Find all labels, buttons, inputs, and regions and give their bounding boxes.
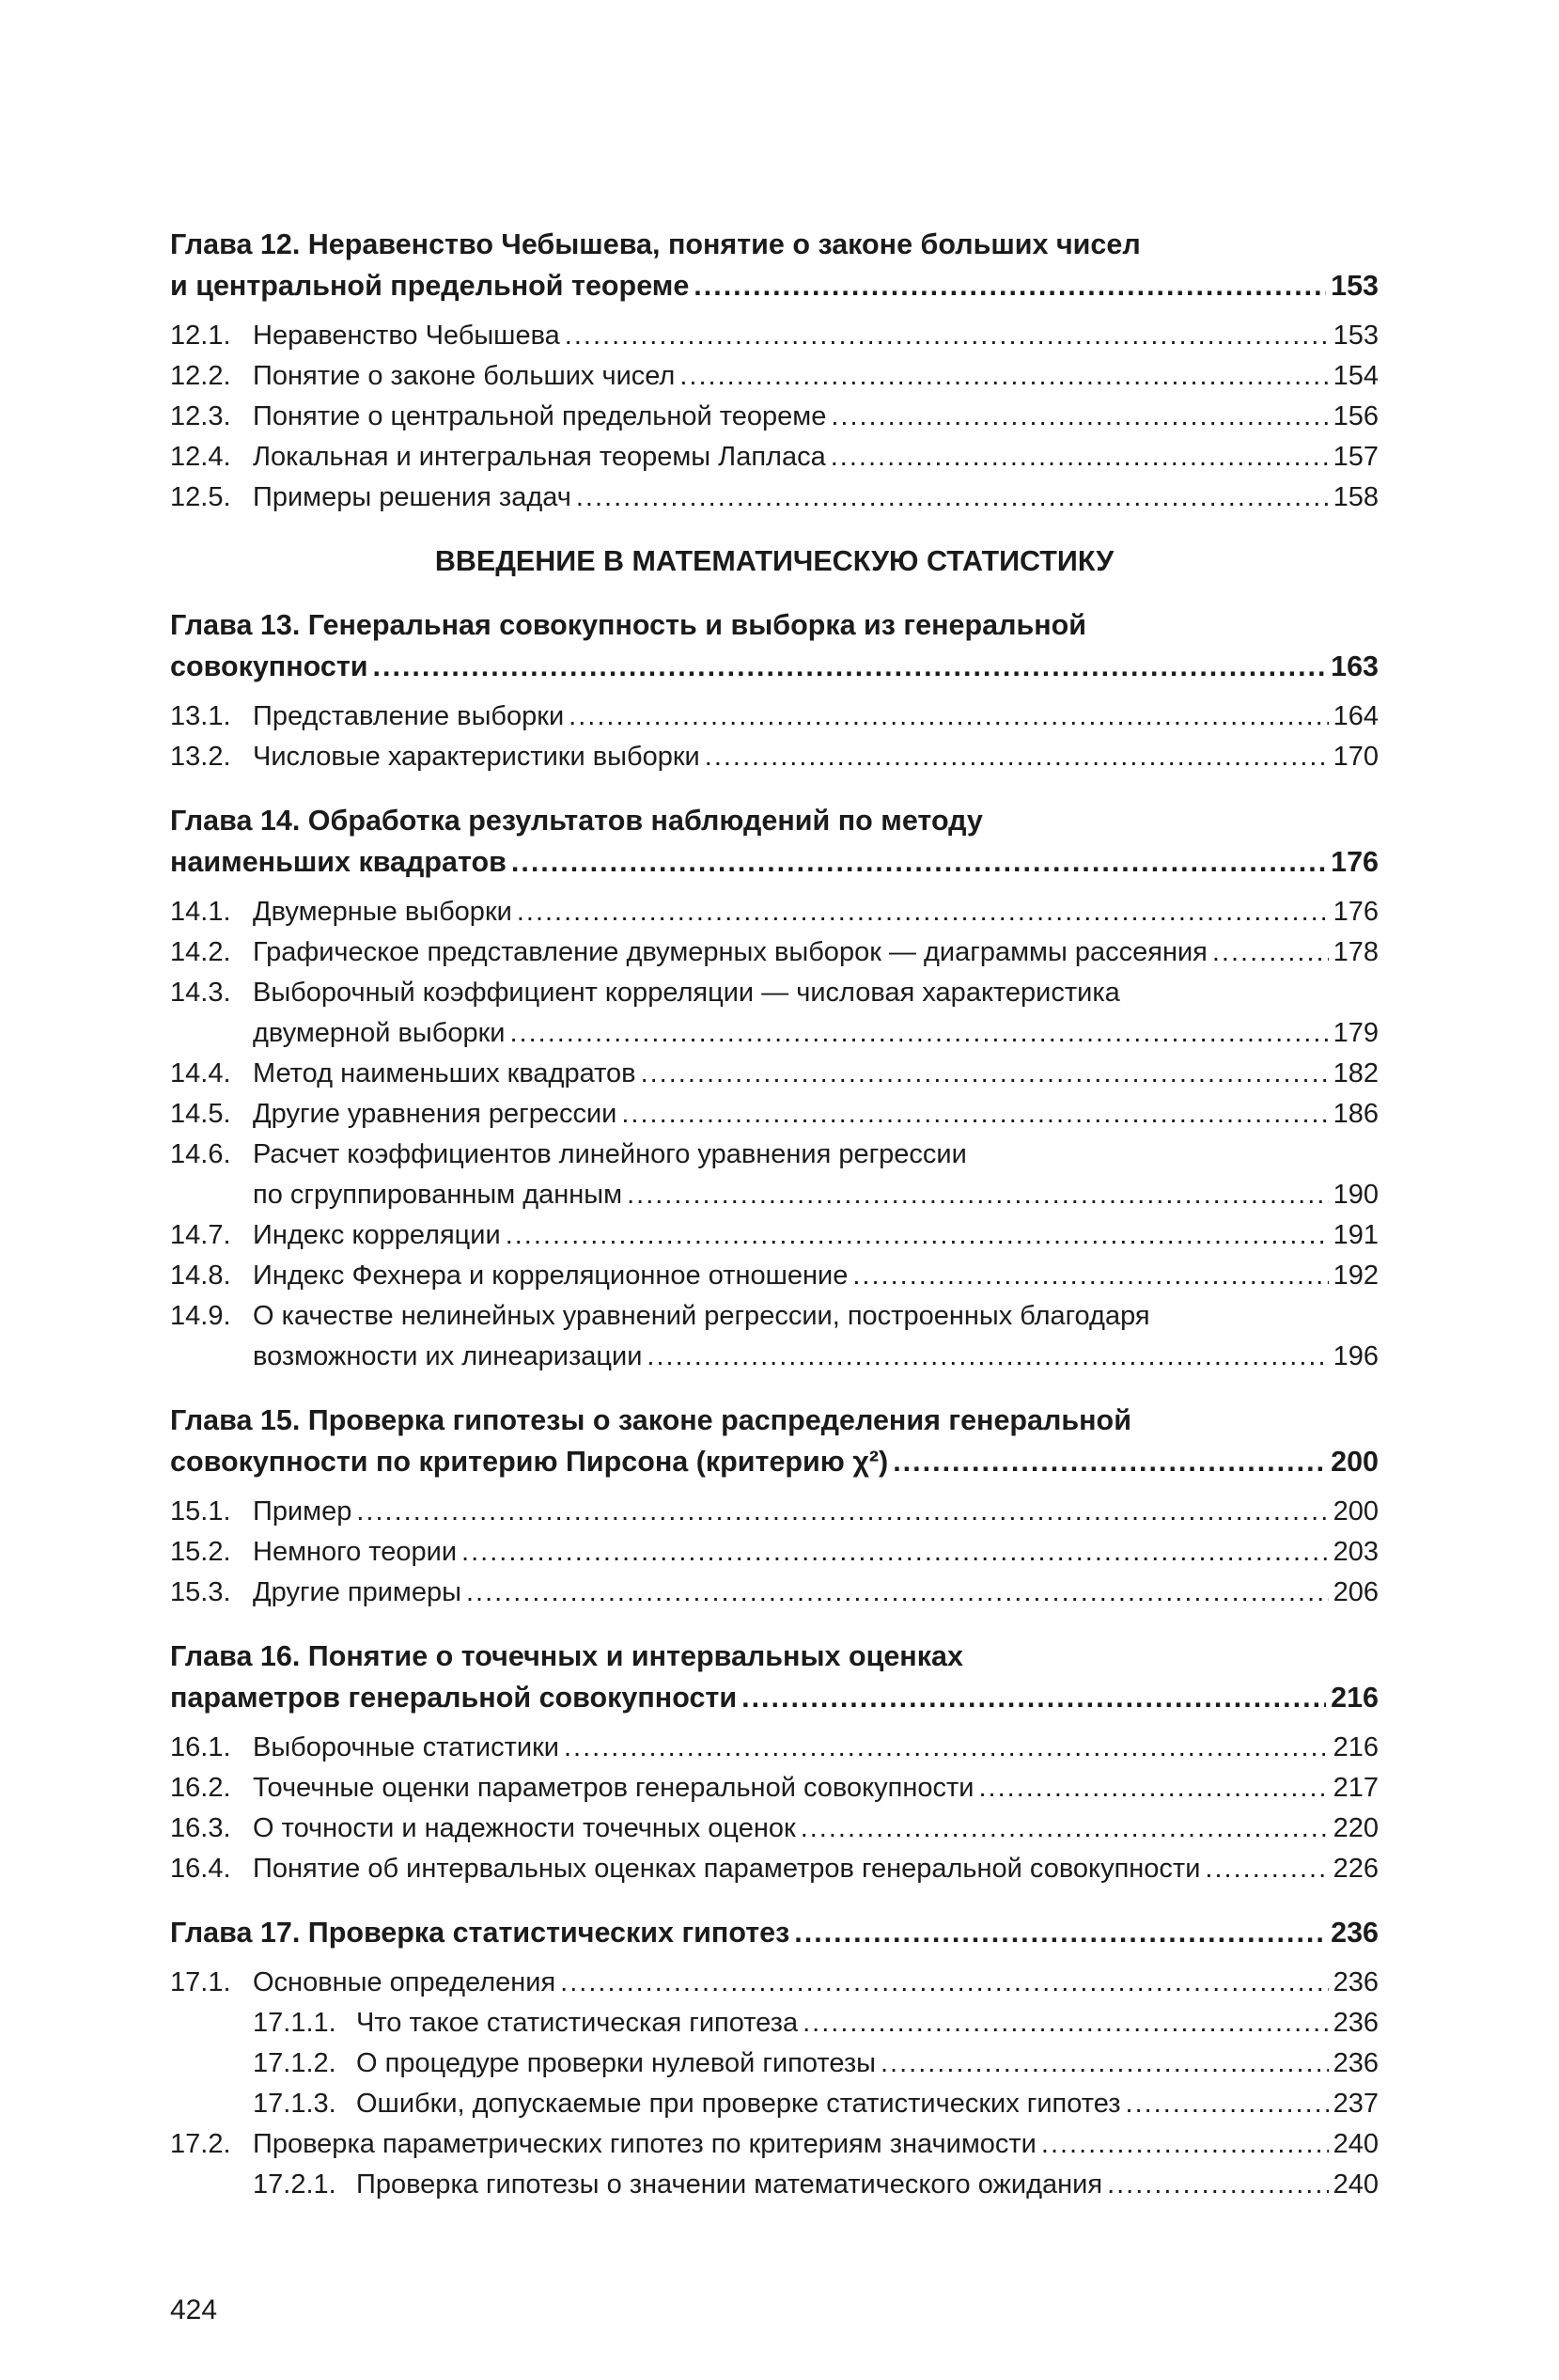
entry-number: 17.1. [170, 1967, 231, 1997]
chapter-heading-line: Глава 12. Неравенство Чебышева, понятие о законе больших чисел [170, 228, 1141, 260]
entry-last-line [253, 697, 1379, 737]
chapter-block [170, 604, 1379, 777]
entry-page-number: 236 [1333, 2048, 1379, 2078]
entry-last-line [253, 932, 1379, 973]
chapter-heading-last-line [170, 841, 1379, 883]
entry-last-line [253, 1215, 1379, 1256]
entry-number: 17.1.3. [253, 2089, 336, 2119]
part-heading: ВВЕДЕНИЕ В МАТЕМАТИЧЕСКУЮ СТАТИСТИКУ [434, 545, 1115, 577]
entry-number: 15.1. [170, 1496, 231, 1527]
chapter-page-number: 236 [1331, 1917, 1379, 1949]
entry-number: 14.1. [170, 897, 231, 927]
toc-entry [170, 973, 1379, 1054]
toc-entry [170, 1768, 1379, 1808]
entry-last-line [253, 1175, 1379, 1215]
entry-title-line: Другие примеры [253, 1577, 461, 1607]
entry-title-line: Метод наименьших квадратов [253, 1058, 636, 1088]
toc-entry [170, 1532, 1379, 1573]
entry-title-line: Пример [253, 1496, 352, 1527]
entry-number: 17.2. [170, 2129, 231, 2159]
toc-entry [170, 1094, 1379, 1135]
chapter-heading-last-line [170, 1677, 1379, 1718]
entry-title-line: Двумерные выборки [253, 897, 512, 927]
leader-dots [627, 1175, 1329, 1215]
toc-entry [170, 1296, 1379, 1377]
toc-entry [170, 1054, 1379, 1094]
entry-number: 12.2. [170, 361, 231, 391]
entry-title-line: Точечные оценки параметров генеральной совокупности [253, 1773, 974, 1803]
leader-dots [1041, 2124, 1329, 2165]
entry-title-line: Другие уравнения регрессии [253, 1099, 617, 1129]
entry-title-line: Выборочные статистики [253, 1732, 559, 1762]
entry-number: 14.5. [170, 1099, 231, 1129]
entry-title-line: Что такое статистическая гипотеза [356, 2008, 799, 2038]
entry-last-line [253, 1849, 1379, 1889]
leader-dots [881, 2043, 1329, 2084]
entry-title-line: О качестве нелинейных уравнений регрессии, построенных благодаря [253, 1301, 1150, 1331]
chapter-heading-line: Глава 16. Понятие о точечных и интервальных оценках [170, 1640, 963, 1672]
entry-number: 12.4. [170, 442, 231, 472]
leader-dots [705, 737, 1329, 777]
toc-entry [170, 478, 1379, 518]
chapter-heading-line: наименьших квадратов [170, 846, 507, 878]
entry-last-line [253, 1094, 1379, 1135]
toc-entry [170, 1573, 1379, 1613]
chapter-block [170, 800, 1379, 1377]
entry-page-number: 217 [1333, 1773, 1379, 1803]
toc-entry [170, 1492, 1379, 1532]
entry-page-number: 240 [1333, 2169, 1379, 2200]
entry-number: 17.2.1. [253, 2169, 336, 2200]
leader-dots [565, 316, 1329, 356]
entry-title-line: двумерной выборки [253, 1018, 506, 1048]
entry-last-line [253, 1054, 1379, 1094]
chapter-block [170, 1400, 1379, 1613]
chapter-block [170, 224, 1379, 518]
entry-last-line [253, 1013, 1379, 1054]
toc-entry [170, 1215, 1379, 1256]
entry-number: 13.2. [170, 742, 231, 772]
chapter-heading [170, 1912, 1379, 1953]
entry-number: 14.6. [170, 1139, 231, 1169]
entry-title-line: Проверка параметрических гипотез по критериям значимости [253, 2129, 1037, 2159]
leader-dots [356, 1492, 1328, 1532]
toc-entry [170, 1256, 1379, 1296]
leader-dots [461, 1532, 1329, 1573]
entry-last-line [356, 2165, 1379, 2205]
entry-last-line [253, 1808, 1379, 1849]
entry-title-line: Понятие о центральной предельной теореме [253, 401, 827, 431]
toc-entry [170, 892, 1379, 932]
entry-last-line [253, 437, 1379, 478]
entry-page-number: 196 [1333, 1341, 1379, 1371]
entry-title-line: по сгруппированным данным [253, 1180, 623, 1210]
leader-dots [564, 1728, 1329, 1768]
entry-last-line [253, 1768, 1379, 1808]
leader-dots [511, 841, 1326, 883]
entry-number: 14.8. [170, 1260, 231, 1291]
entry-title-line: Локальная и интегральная теоремы Лапласа [253, 442, 826, 472]
entry-number: 14.7. [170, 1220, 231, 1250]
entry-last-line [253, 316, 1379, 356]
entry-title-line: Немного теории [253, 1537, 458, 1567]
entry-page-number: 203 [1333, 1537, 1379, 1567]
leader-dots [694, 265, 1326, 306]
entry-last-line [253, 356, 1379, 397]
entry-last-line [253, 1532, 1379, 1573]
entry-last-line [253, 478, 1379, 518]
entry-page-number: 190 [1333, 1180, 1379, 1210]
chapter-heading-line: Глава 13. Генеральная совокупность и выборка из генеральной [170, 609, 1087, 641]
chapter-heading [170, 1400, 1379, 1482]
chapter-page-number: 176 [1331, 846, 1379, 878]
table-of-contents [170, 224, 1379, 2205]
chapter-heading-line: совокупности [170, 650, 368, 682]
entry-title-line: Примеры решения задач [253, 482, 571, 512]
entry-number: 16.2. [170, 1773, 231, 1803]
toc-entry [170, 697, 1379, 737]
entry-page-number: 191 [1333, 1220, 1379, 1250]
toc-entry [170, 2084, 1379, 2124]
leader-dots [794, 1912, 1326, 1953]
entry-number: 14.3. [170, 978, 231, 1008]
entry-number: 16.1. [170, 1732, 231, 1762]
chapter-heading-last-line [170, 646, 1379, 687]
entry-page-number: 154 [1333, 361, 1379, 391]
toc-entry [170, 1728, 1379, 1768]
entry-title-line: О точности и надежности точечных оценок [253, 1813, 796, 1843]
entry-page-number: 186 [1333, 1099, 1379, 1129]
entry-title-line: Индекс корреляции [253, 1220, 501, 1250]
chapter-page-number: 200 [1331, 1446, 1379, 1478]
entry-number: 13.1. [170, 701, 231, 731]
entry-number: 14.9. [170, 1301, 231, 1331]
entry-page-number: 216 [1333, 1732, 1379, 1762]
toc-entry [170, 356, 1379, 397]
entry-page-number: 226 [1333, 1854, 1379, 1884]
entry-page-number: 156 [1333, 401, 1379, 431]
toc-entry [170, 1808, 1379, 1849]
entry-number: 12.3. [170, 401, 231, 431]
entry-title-line: Понятие о законе больших чисел [253, 361, 676, 391]
leader-dots [803, 2003, 1329, 2043]
entry-page-number: 176 [1333, 897, 1379, 927]
entry-title-line: Расчет коэффициентов линейного уравнения регрессии [253, 1139, 967, 1169]
chapter-heading [170, 604, 1379, 687]
toc-entry [170, 2003, 1379, 2043]
entry-title-line: Представление выборки [253, 701, 565, 731]
leader-dots [741, 1677, 1326, 1718]
toc-entry [170, 397, 1379, 437]
toc-entry [170, 2043, 1379, 2084]
entry-page-number: 237 [1333, 2089, 1379, 2119]
entry-last-line [253, 737, 1379, 777]
chapter-heading-last-line [170, 1441, 1379, 1482]
entry-last-line [356, 2003, 1379, 2043]
entry-title-line: О процедуре проверки нулевой гипотезы [356, 2048, 876, 2078]
entry-number: 15.3. [170, 1577, 231, 1607]
leader-dots [621, 1094, 1328, 1135]
leader-dots [560, 1963, 1328, 2003]
entry-page-number: 240 [1333, 2129, 1379, 2159]
chapter-heading-line: совокупности по критерию Пирсона (критерию χ²) [170, 1446, 889, 1478]
entry-last-line [356, 2043, 1379, 2084]
leader-dots [978, 1768, 1328, 1808]
leader-dots [576, 478, 1329, 518]
entry-number: 15.2. [170, 1537, 231, 1567]
entry-title-line: Графическое представление двумерных выборок — диаграммы рассеяния [253, 937, 1208, 967]
chapter-heading-last-line [170, 1912, 1379, 1953]
toc-entry [170, 737, 1379, 777]
entry-number: 16.4. [170, 1854, 231, 1884]
entry-title-line: Неравенство Чебышева [253, 321, 560, 351]
leader-dots [801, 1808, 1329, 1849]
entry-number: 17.1.1. [253, 2008, 336, 2038]
leader-dots [831, 397, 1328, 437]
chapter-heading-line: Глава 14. Обработка результатов наблюдений по методу [170, 805, 983, 837]
entry-last-line [253, 1256, 1379, 1296]
toc-entry [170, 2165, 1379, 2205]
toc-entry [170, 932, 1379, 973]
leader-dots [517, 892, 1329, 932]
chapter-heading-line: Глава 15. Проверка гипотезы о законе распределения генеральной [170, 1404, 1131, 1436]
chapter-block [170, 1912, 1379, 2205]
leader-dots [466, 1573, 1329, 1613]
toc-entry [170, 437, 1379, 478]
chapter-heading [170, 224, 1379, 306]
chapter-page-number: 216 [1331, 1682, 1379, 1714]
entry-title-line: Выборочный коэффициент корреляции — числовая характеристика [253, 978, 1120, 1008]
entry-page-number: 220 [1333, 1813, 1379, 1843]
entry-number: 16.3. [170, 1813, 231, 1843]
entry-page-number: 170 [1333, 742, 1379, 772]
chapter-heading [170, 800, 1379, 883]
chapter-page-number: 163 [1331, 650, 1379, 682]
entry-title-line: Ошибки, допускаемые при проверке статистических гипотез [356, 2089, 1121, 2119]
entry-page-number: 179 [1333, 1018, 1379, 1048]
entry-number: 14.2. [170, 937, 231, 967]
toc-entry [170, 1849, 1379, 1889]
entry-title-line: Индекс Фехнера и корреляционное отношение [253, 1260, 849, 1291]
entry-last-line [253, 397, 1379, 437]
entry-last-line [253, 892, 1379, 932]
leader-dots [831, 437, 1329, 478]
entry-page-number: 236 [1333, 1967, 1379, 1997]
entry-title-line: Числовые характеристики выборки [253, 742, 700, 772]
entry-number: 12.1. [170, 321, 231, 351]
footer-page-number: 424 [170, 2294, 218, 2325]
entry-last-line [253, 1728, 1379, 1768]
leader-dots [852, 1256, 1328, 1296]
entry-last-line [253, 2124, 1379, 2165]
entry-page-number: 206 [1333, 1577, 1379, 1607]
leader-dots [641, 1054, 1329, 1094]
chapter-page-number: 153 [1331, 270, 1379, 302]
leader-dots [1107, 2165, 1329, 2205]
entry-page-number: 200 [1333, 1496, 1379, 1527]
toc-entry [170, 2124, 1379, 2165]
leader-dots [506, 1215, 1329, 1256]
chapter-heading-line: и центральной предельной теореме [170, 270, 690, 302]
entry-last-line [253, 1573, 1379, 1613]
entry-last-line [253, 1492, 1379, 1532]
entry-page-number: 182 [1333, 1058, 1379, 1088]
entry-page-number: 236 [1333, 2008, 1379, 2038]
entry-page-number: 153 [1333, 321, 1379, 351]
leader-dots [569, 697, 1328, 737]
leader-dots [893, 1441, 1326, 1482]
entry-page-number: 158 [1333, 482, 1379, 512]
chapter-heading-line: параметров генеральной совокупности [170, 1682, 738, 1714]
toc-entry [170, 1135, 1379, 1215]
entry-page-number: 157 [1333, 442, 1379, 472]
leader-dots [1205, 1849, 1328, 1889]
leader-dots [1212, 932, 1329, 973]
entry-number: 14.4. [170, 1058, 231, 1088]
chapter-block [170, 1636, 1379, 1889]
entry-page-number: 192 [1333, 1260, 1379, 1291]
toc-entry [170, 316, 1379, 356]
entry-number: 17.1.2. [253, 2048, 336, 2078]
entry-title-line: возможности их линеаризации [253, 1341, 643, 1371]
entry-title-line: Проверка гипотезы о значении математического ожидания [356, 2169, 1103, 2200]
chapter-heading-line: Глава 17. Проверка статистических гипотез [170, 1917, 790, 1949]
leader-dots [647, 1337, 1328, 1377]
entry-title-line: Основные определения [253, 1967, 556, 1997]
chapter-heading-last-line [170, 265, 1379, 306]
leader-dots [509, 1013, 1328, 1054]
entry-page-number: 178 [1333, 937, 1379, 967]
leader-dots [679, 356, 1328, 397]
entry-last-line [253, 1963, 1379, 2003]
toc-entry [170, 1963, 1379, 2003]
leader-dots [373, 646, 1327, 687]
entry-page-number: 164 [1333, 701, 1379, 731]
leader-dots [1126, 2084, 1329, 2124]
entry-last-line [356, 2084, 1379, 2124]
entry-last-line [253, 1337, 1379, 1377]
entry-number: 12.5. [170, 482, 231, 512]
chapter-heading [170, 1636, 1379, 1718]
entry-title-line: Понятие об интервальных оценках параметров генеральной совокупности [253, 1854, 1201, 1884]
